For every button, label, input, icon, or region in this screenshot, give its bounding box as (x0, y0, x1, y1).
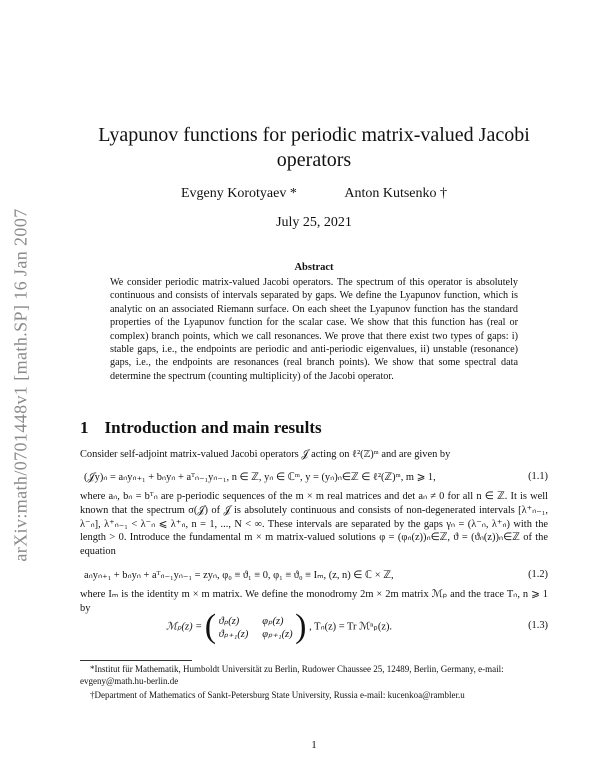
matrix-cell-11: ϑₚ(z) (218, 615, 240, 627)
footnote-2: †Department of Mathematics of Sankt-Petersburg State University, Russia e-mail: kucenkoa@rambler.u (90, 690, 465, 700)
matrix-grid (219, 615, 293, 640)
abstract-heading: Abstract (294, 262, 334, 273)
equation-1-2-body: aₙyₙ₊₁ + bₙyₙ + aᵀₙ₋₁yₙ₋₁ = zyₙ, φ₀ ≡ ϑ₁ ≡ 0, φ₁ ≡ ϑ₀ ≡ Iₘ, (z, n) ∈ ℂ × ℤ, (84, 570, 394, 581)
matrix-cell-21: ϑₚ₊₁(z) (218, 628, 249, 640)
paragraph-intro: Consider self-adjoint matrix-valued Jacobi operators 𝒥 acting on ℓ²(ℤ)ᵐ and are given by (80, 449, 451, 460)
equation-1-3-rhs: , Tₙ(z) = Tr ℳⁿₚ(z). (309, 621, 393, 633)
footnote-1: *Institut für Mathematik, Humboldt Universität zu Berlin, Rudower Chaussee 25, 12489, Berlin, Germany, e-mail: evgeny@math.hu-berlin.de (80, 664, 504, 686)
paper-date: July 25, 2021 (276, 215, 352, 230)
section-number: 1 (80, 418, 89, 437)
footnote-rule (80, 660, 192, 661)
section-title: Introduction and main results (104, 418, 322, 437)
equation-1-2-tag: (1.2) (528, 569, 548, 580)
arxiv-stamp-text: arXiv:math/0701448v1 [math.SP] 16 Jan 2007 (10, 208, 31, 562)
arxiv-stamp (6, 160, 36, 610)
equation-1-1-body: (𝒥y)ₙ = aₙyₙ₊₁ + bₙyₙ + aᵀₙ₋₁yₙ₋₁, n ∈ ℤ, yₙ ∈ ℂᵐ, y = (yₙ)ₙ∈ℤ ∈ ℓ²(ℤ)ᵐ, m ⩾ 1, (84, 472, 436, 483)
section-heading (80, 418, 322, 438)
abstract-text: We consider periodic matrix-valued Jacobi operators. The spectrum of this operator is absolutely continuous and consists of intervals separated by gaps. We define the Lyapunov function, which is analytic on an associated Riemann surface. On each sheet the Lyapunov function has the standard properties of the Lyapunov function for the scalar case. We show that this function has (real or complex) branch points, which we call resonances. We prove that there exist two types of gaps: i) stable gaps, i.e., the endpoints are periodic and anti-periodic eigenvalues, ii) unstable (resonance) gaps, i.e., the endpoints are resonances (real branch points). We show that some spectral data determine the spectrum (counting multiplicity) of the Jacobi operator. (110, 277, 518, 382)
equation-1-3-body (166, 610, 392, 644)
equation-1-3-lhs: ℳₚ(z) = (166, 621, 203, 633)
paragraph-spectrum: where aₙ, bₙ = bᵀₙ are p-periodic sequences of the m × m real matrices and det aₙ ≠ 0 for all n ∈ ℤ. It is well known that the spectrum σ(𝒥) of 𝒥 is absolutely continuous and consists of non-degenerated intervals [λ⁺ₙ₋₁, λ⁻ₙ], λ⁺ₙ₋₁ < λ⁻ₙ ⩽ λ⁺ₙ, n = 1, ..., N < ∞. These intervals are separated by the gaps γₙ = (λ⁻ₙ, λ⁺ₙ) with the length > 0. Introduce the fundamental m × m matrix-valued solutions φ = (φₙ(z))ₙ∈ℤ, ϑ = (ϑₙ(z))ₙ∈ℤ of the equation (80, 491, 548, 558)
monodromy-matrix (205, 610, 307, 644)
page-number: 1 (311, 739, 317, 751)
equation-1-3-tag: (1.3) (528, 620, 548, 631)
paragraph-monodromy: where Iₘ is the identity m × m matrix. We define the monodromy 2m × 2m matrix ℳₚ and the trace Tₙ, n ⩾ 1 by (80, 589, 548, 614)
paper-title: Lyapunov functions for periodic matrix-valued Jacobi operators (98, 124, 530, 171)
matrix-cell-12: φₚ(z) (262, 615, 284, 627)
equation-1-1-tag: (1.1) (528, 471, 548, 482)
matrix-cell-22: φₚ₊₁(z) (262, 628, 293, 640)
author-list (80, 186, 548, 202)
right-paren: ) (295, 608, 307, 645)
author-kutsenko: Anton Kutsenko † (344, 186, 448, 201)
author-korotyaev: Evgeny Korotyaev * (180, 186, 297, 201)
left-paren: ( (204, 608, 217, 645)
